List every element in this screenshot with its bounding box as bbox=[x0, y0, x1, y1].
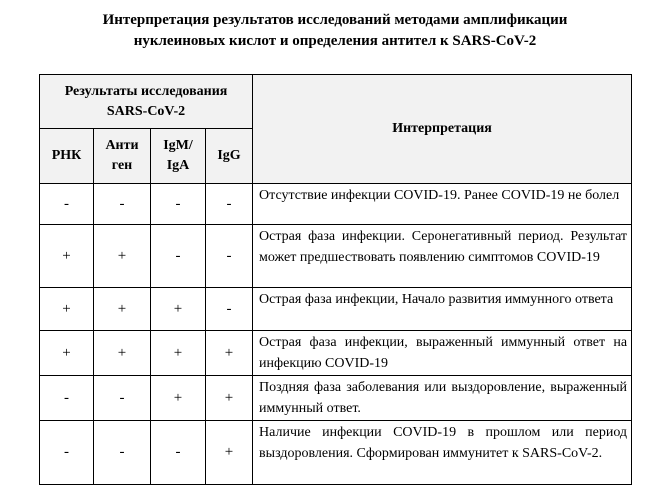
antigen-value: + bbox=[94, 288, 151, 331]
interpretation-text: Наличие инфекции COVID-19 в прошлом или период выздоровления. Сформирован иммунитет к SARS-CoV-2. bbox=[253, 421, 632, 485]
igg-value: + bbox=[206, 331, 253, 376]
antigen-value: - bbox=[94, 184, 151, 225]
table-row bbox=[40, 331, 632, 376]
interpretation-text: Отсутствие инфекции COVID-19. Ранее COVID-19 не болел bbox=[253, 184, 632, 225]
interpretation-header: Интерпретация bbox=[253, 75, 632, 184]
interpretation-text: Поздняя фаза заболевания или выздоровление, выраженный иммунный ответ. bbox=[253, 376, 632, 421]
rna-value: - bbox=[40, 421, 94, 485]
table-row bbox=[40, 376, 632, 421]
rna-value: + bbox=[40, 331, 94, 376]
title-line-2: нуклеиновых кислот и определения антител к SARS-CoV-2 bbox=[133, 33, 537, 49]
table-row bbox=[40, 184, 632, 225]
igm-iga-value: + bbox=[151, 288, 206, 331]
igm-iga-value: + bbox=[151, 331, 206, 376]
igm-iga-value: - bbox=[151, 421, 206, 485]
antigen-value: - bbox=[94, 376, 151, 421]
rna-value: + bbox=[40, 288, 94, 331]
table-row bbox=[40, 421, 632, 485]
column-header-igm-iga: IgM/ IgA bbox=[151, 129, 206, 184]
interpretation-text: Острая фаза инфекции, Начало развития иммунного ответа bbox=[253, 288, 632, 331]
rna-value: - bbox=[40, 376, 94, 421]
antigen-value: - bbox=[94, 421, 151, 485]
igm-iga-value: - bbox=[151, 225, 206, 288]
document-title bbox=[0, 10, 670, 52]
igg-value: + bbox=[206, 421, 253, 485]
table-header-row bbox=[40, 75, 632, 129]
igg-value: - bbox=[206, 225, 253, 288]
igm-iga-value: + bbox=[151, 376, 206, 421]
column-header-rna: РНК bbox=[40, 129, 94, 184]
interpretation-text: Острая фаза инфекции, выраженный иммунный ответ на инфекцию COVID-19 bbox=[253, 331, 632, 376]
igg-value: - bbox=[206, 288, 253, 331]
title-line-1: Интерпретация результатов исследований методами амплификации bbox=[102, 12, 568, 28]
antigen-value: + bbox=[94, 225, 151, 288]
table-row bbox=[40, 288, 632, 331]
igg-value: + bbox=[206, 376, 253, 421]
rna-value: + bbox=[40, 225, 94, 288]
interpretation-table bbox=[39, 74, 632, 485]
column-header-antigen: Анти ген bbox=[94, 129, 151, 184]
igg-value: - bbox=[206, 184, 253, 225]
results-group-header: Результаты исследования SARS-CoV-2 bbox=[40, 75, 253, 129]
interpretation-text: Острая фаза инфекции. Серонегативный период. Результат может предшествовать появлению симптомов COVID-19 bbox=[253, 225, 632, 288]
column-header-igg: IgG bbox=[206, 129, 253, 184]
antigen-value: + bbox=[94, 331, 151, 376]
igm-iga-value: - bbox=[151, 184, 206, 225]
rna-value: - bbox=[40, 184, 94, 225]
table-row bbox=[40, 225, 632, 288]
